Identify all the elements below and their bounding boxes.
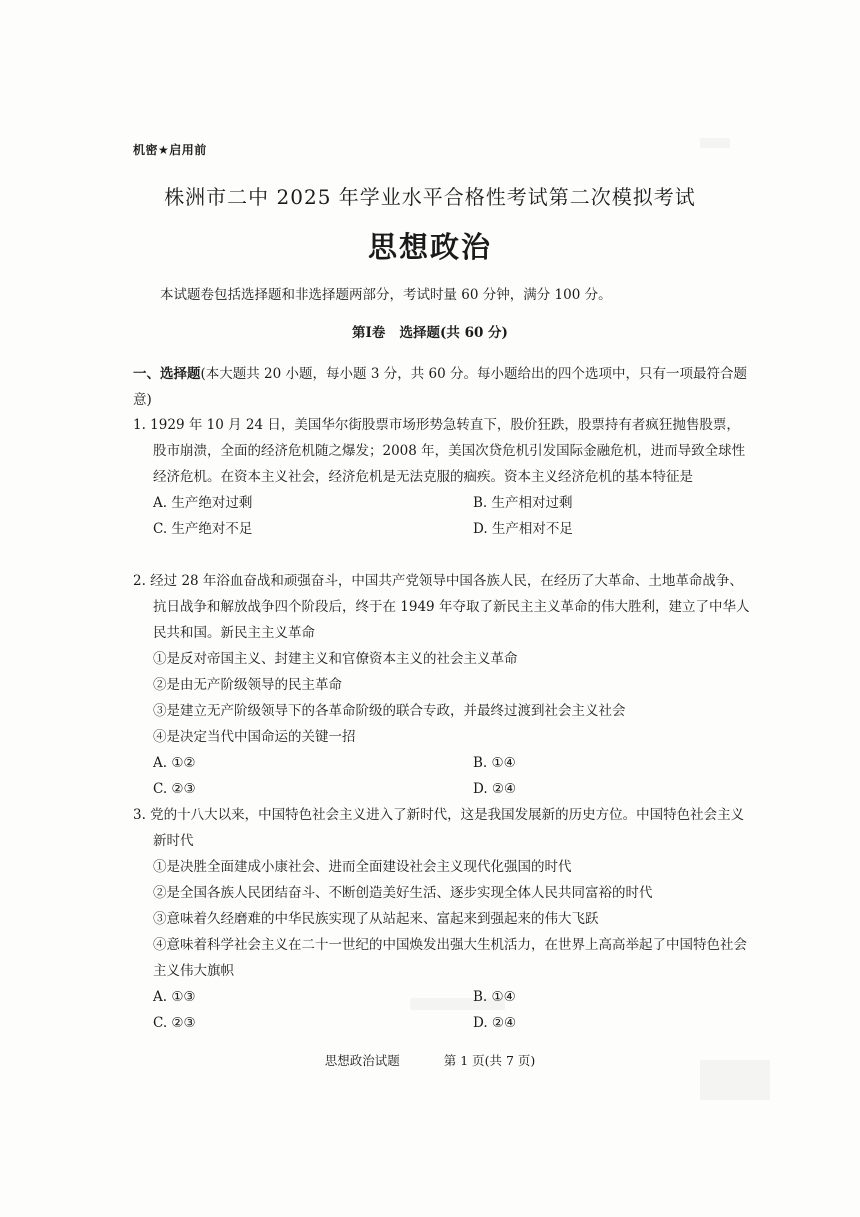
- option-b: B. ①④: [473, 989, 516, 1005]
- statement-1: ①是决胜全面建成小康社会、进而全面建设社会主义现代化强国的时代: [153, 859, 572, 875]
- option-grid: [133, 490, 753, 542]
- statement-2: ②是全国各族人民团结奋斗、不断创造美好生活、逐步实现全体人民共同富裕的时代: [153, 885, 653, 901]
- part-description: (本大题共 20 小题，每小题 3 分，共 60 分。每小题给出的四个选项中，只有一项最符合题意): [133, 366, 747, 408]
- part-label: 一、选择题: [133, 366, 201, 382]
- statement-4: ④意味着科学社会主义在二十一世纪的中国焕发出强大生机活力，在世界上高高举起了中国特色社会主义伟大旗帜: [153, 937, 747, 979]
- question-stem: 1. 1929 年 10 月 24 日，美国华尔街股票市场形势急转直下，股价狂跌，股票持有者疯狂抛售股票，股市崩溃，全面的经济危机随之爆发；2008 年，美国次贷危机引发国际金融危机，进而导致全球性经济危机。在资本主义社会，经济危机是无法克服的痼疾。资本主义经济危机的基本特征是: [133, 417, 746, 485]
- footer-page-number: 第 1 页(共 7 页): [443, 1053, 536, 1068]
- statement-3: ③是建立无产阶级领导下的各革命阶级的联合专政，并最终过渡到社会主义社会: [153, 703, 626, 719]
- question-stem: 3. 党的十八大以来，中国特色社会主义进入了新时代，这是我国发展新的历史方位。中国特色社会主义新时代: [133, 807, 745, 849]
- volume-heading: [0, 321, 860, 341]
- question-3: [133, 802, 753, 1036]
- volume-label: 第Ⅰ卷: [352, 325, 386, 341]
- option-c: C. 生产绝对不足: [153, 521, 253, 537]
- option-c: C. ②③: [153, 781, 196, 797]
- question-1: [133, 412, 753, 542]
- page-footer: [0, 1051, 860, 1069]
- volume-title: 选择题(共 60 分): [399, 325, 508, 341]
- option-d: D. ②④: [473, 781, 517, 797]
- subject-title: 思想政治: [367, 230, 492, 264]
- option-b: B. 生产相对过剩: [473, 495, 573, 511]
- statement-1: ①是反对帝国主义、封建主义和官僚资本主义的社会主义革命: [153, 651, 518, 667]
- statement-3: ③意味着久经磨难的中华民族实现了从站起来、富起来到强起来的伟大飞跃: [153, 911, 599, 927]
- option-a: A. ①②: [153, 755, 196, 771]
- question-2: [133, 568, 753, 802]
- option-grid: [133, 984, 753, 1036]
- scan-artifact: [700, 138, 730, 148]
- option-grid: [133, 750, 753, 802]
- option-b: B. ①④: [473, 755, 516, 771]
- statement-4: ④是决定当代中国命运的关键一招: [153, 729, 356, 745]
- option-a: A. ①③: [153, 989, 196, 1005]
- option-d: D. ②④: [473, 1015, 517, 1031]
- option-d: D. 生产相对不足: [473, 521, 573, 537]
- option-a: A. 生产绝对过剩: [153, 495, 253, 511]
- part-instructions: [133, 361, 753, 413]
- statement-2: ②是由无产阶级领导的民主革命: [153, 677, 342, 693]
- exam-title: 株洲市二中 2025 年学业水平合格性考试第二次模拟考试: [164, 185, 696, 209]
- confidential-mark: 机密★启用前: [133, 143, 207, 157]
- footer-subject: 思想政治试题: [324, 1053, 400, 1068]
- exam-instructions: 本试题卷包括选择题和非选择题两部分，考试时量 60 分钟，满分 100 分。: [160, 287, 612, 303]
- question-stem: 2. 经过 28 年浴血奋战和顽强奋斗，中国共产党领导中国各族人民，在经历了大革命、土地革命战争、抗日战争和解放战争四个阶段后，终于在 1949 年夺取了新民主主义革命的伟大胜利，建立了中华人民共和国。新民主主义革命: [133, 573, 750, 641]
- option-c: C. ②③: [153, 1015, 196, 1031]
